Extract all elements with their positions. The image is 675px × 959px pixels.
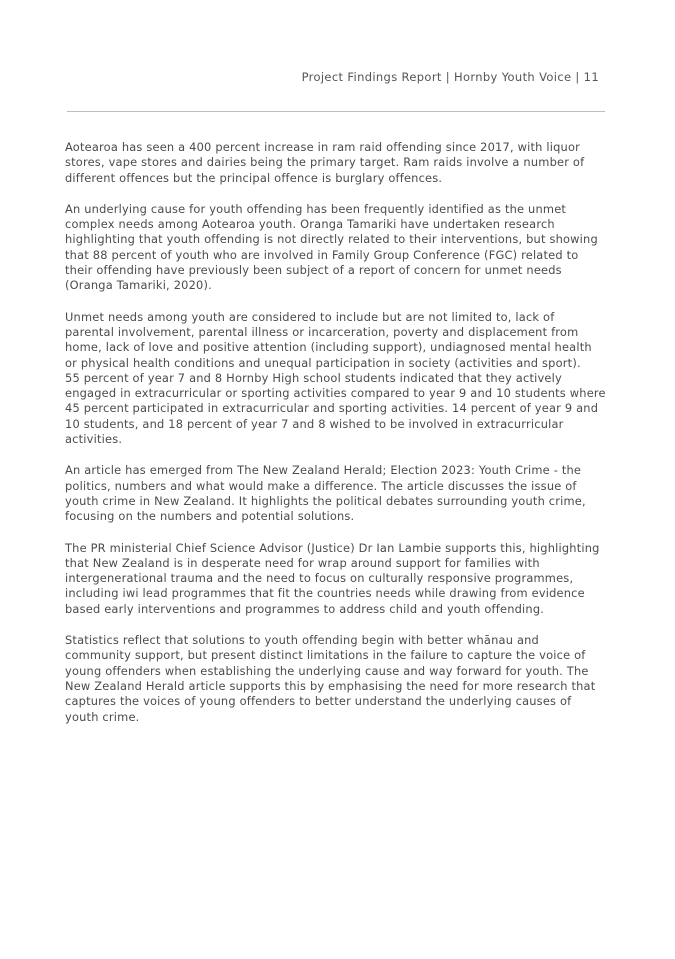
text-line: that New Zealand is in desperate need for wrap around support for families with [65,555,540,570]
text-line: New Zealand Herald article supports this by emphasising the need for more research that [65,678,596,693]
text-line: parental involvement, parental illness or incarceration, poverty and displacement from [65,324,579,339]
text-line: politics, numbers and what would make a difference. The article discusses the issue of [65,478,577,493]
text-line: community support, but present distinct limitations in the failure to capture the voice of [65,648,586,663]
text-line: (Oranga Tamariki, 2020). [65,278,212,293]
text-line: complex needs among Aotearoa youth. Oranga Tamariki have undertaken research [65,217,555,232]
text-line: An underlying cause for youth offending has been frequently identified as the unmet [65,201,567,216]
text-line: engaged in extracurricular or sporting activities compared to year 9 and 10 students where [65,386,606,401]
header-divider [67,111,605,112]
text-line: activities. [65,432,123,447]
text-line: youth crime in New Zealand. It highlights the political debates surrounding youth crime, [65,493,586,508]
text-line: Aotearoa has seen a 400 percent increase in ram raid offending since 2017, with liquor [65,140,581,154]
text-line: youth crime. [65,709,140,724]
paragraph-statistics [65,633,611,725]
text-line: stores, vape stores and dairies being the primary target. Ram raids involve a number of [65,155,585,170]
text-line: that 88 percent of youth who are involved in Family Group Conference (FGC) related to [65,247,579,262]
paragraph-nz-herald-article [65,463,611,524]
paragraph-science-advisor [65,541,611,617]
text-line: or physical health conditions and unequal participation in society (activities and sport). [65,355,581,370]
text-line: 45 percent participated in extracurricular and sporting activities. 14 percent of year 9 and [65,401,599,416]
text-line: based early interventions and programmes to address child and youth offending. [65,601,545,616]
paragraph-ram-raids [65,140,611,186]
text-line: Unmet needs among youth are considered to include but are not limited to, lack of [65,309,555,324]
text-line: different offences but the principal offence is burglary offences. [65,170,443,185]
text-line: focusing on the numbers and potential solutions. [65,509,355,524]
running-header: Project Findings Report | Hornby Youth Voice | 11 [301,70,599,84]
text-line: home, lack of love and positive attention (including support), undiagnosed mental health [65,340,592,355]
text-line: highlighting that youth offending is not directly related to their interventions, but showing [65,232,598,247]
paragraph-unmet-needs-cause [65,202,611,294]
text-line: their offending have previously been subject of a report of concern for unmet needs [65,263,562,278]
text-line: 10 students, and 18 percent of year 7 and 8 wished to be involved in extracurricular [65,416,564,431]
body-text [65,140,611,741]
text-line: young offenders when establishing the underlying cause and way forward for youth. The [65,663,589,678]
text-line: including iwi lead programmes that fit the countries needs while drawing from evidence [65,586,585,601]
text-line: An article has emerged from The New Zealand Herald; Election 2023: Youth Crime - the [65,463,582,478]
text-line: The PR ministerial Chief Science Advisor (Justice) Dr Ian Lambie supports this, highlighting [65,540,600,555]
paragraph-unmet-needs-list [65,310,611,448]
text-line: 55 percent of year 7 and 8 Hornby High school students indicated that they actively [65,370,562,385]
text-line: captures the voices of young offenders to better understand the underlying causes of [65,694,572,709]
text-line: Statistics reflect that solutions to youth offending begin with better whānau and [65,633,539,648]
text-line: intergenerational trauma and the need to focus on culturally responsive programmes, [65,571,574,586]
